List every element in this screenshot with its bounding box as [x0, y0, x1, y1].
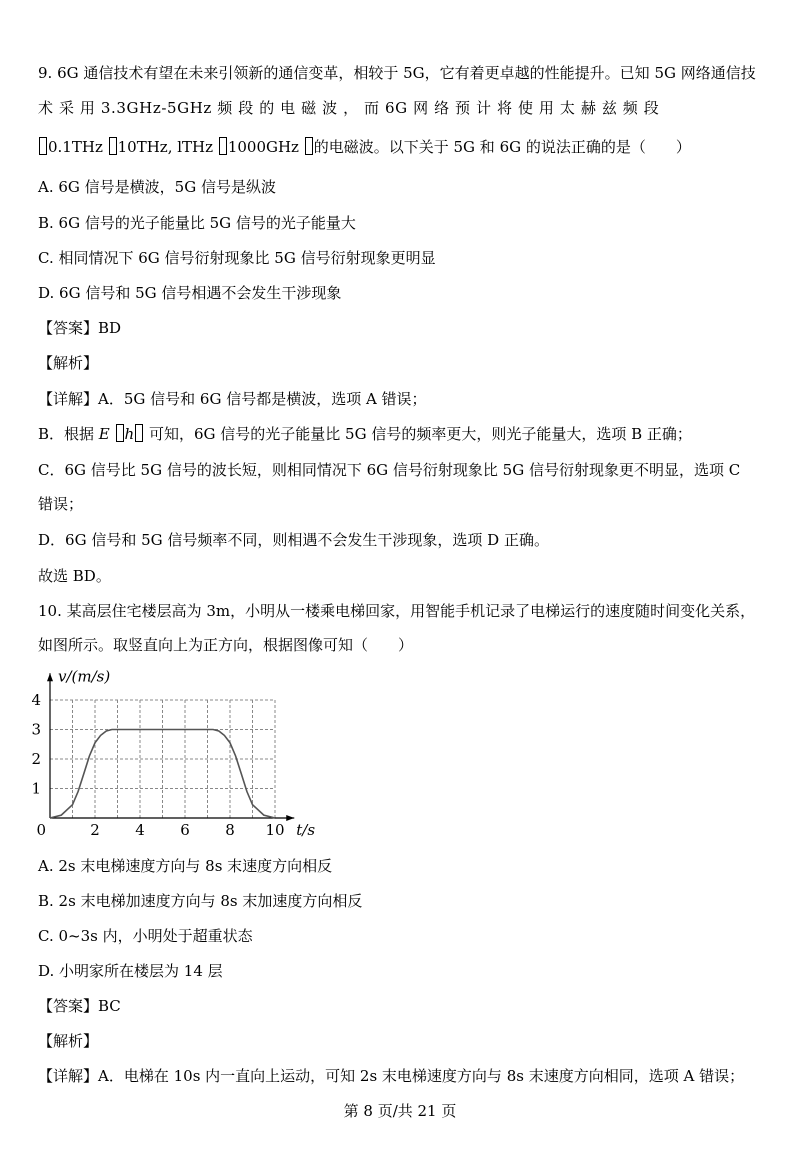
q9-analysis-label: 【解析】	[38, 354, 99, 372]
q9-conclusion: 故选 BD。	[38, 567, 111, 585]
missing-glyph-box	[39, 137, 47, 155]
q9-stem-line2: 术 采 用 3.3GHz-5GHz 频 段 的 电 磁 波 ， 而 6G 网 络 预 计 将 使 用 太 赫 兹 频 段	[38, 99, 660, 117]
q10-stem-line1: 10. 某高层住宅楼层高为 3m，小明从一楼乘电梯回家，用智能手机记录了电梯运行的速度随时间变化关系，	[38, 602, 756, 620]
y-tick-label: 2	[31, 750, 41, 768]
formula-h: h	[124, 425, 135, 443]
q9-option-c: C. 相同情况下 6G 信号衍射现象比 5G 信号衍射现象更明显	[38, 249, 436, 267]
q9-stem-line3	[38, 137, 691, 157]
x-tick-label: 2	[90, 821, 100, 839]
x-tick-label: 10	[265, 821, 285, 839]
x-axis-arrow	[286, 815, 294, 821]
q9-detail-a: 【详解】A．5G 信号和 6G 信号都是横波，选项 A 错误；	[38, 390, 427, 408]
q10-stem-line2: 如图所示。取竖直向上为正方向，根据图像可知（ ）	[38, 636, 414, 654]
origin-label: 0	[36, 821, 46, 839]
missing-glyph-box	[305, 137, 313, 155]
q9-option-b: B. 6G 信号的光子能量比 5G 信号的光子能量大	[38, 214, 356, 232]
y-axis-arrow	[47, 673, 53, 681]
y-tick-label: 3	[31, 720, 41, 739]
velocity-time-chart	[30, 668, 340, 843]
q9-detail-c-line2: 错误；	[38, 495, 84, 513]
q10-option-b: B. 2s 末电梯加速度方向与 8s 末加速度方向相反	[38, 892, 363, 910]
detail-b-prefix: B．根据	[38, 425, 99, 443]
page-footer: 第 8 页/共 21 页	[343, 1102, 457, 1120]
q9-detail-d: D．6G 信号和 5G 信号频率不同，则相遇不会发生干涉现象，选项 D 正确。	[38, 531, 549, 549]
freq-ghz: 1000GHz	[227, 138, 299, 156]
q10-option-c: C. 0~3s 内，小明处于超重状态	[38, 927, 253, 945]
y-tick-label: 1	[31, 779, 41, 798]
missing-glyph-box	[219, 137, 227, 155]
detail-b-suffix: 可知，6G 信号的光子能量比 5G 信号的频率更大，则光子能量大，选项 B 正确；	[144, 425, 692, 443]
q10-answer: 【答案】BC	[38, 997, 121, 1015]
chart-labels	[31, 668, 315, 839]
x-tick-label: 4	[135, 821, 145, 839]
missing-glyph-box	[135, 424, 143, 442]
q10-detail-a: 【详解】A．电梯在 10s 内一直向上运动，可知 2s 末电梯速度方向与 8s 末速度方向相同，选项 A 错误；	[38, 1067, 745, 1085]
q10-analysis-label: 【解析】	[38, 1032, 99, 1050]
y-axis-label: v/(m/s)	[58, 668, 111, 686]
q10-option-d: D. 小明家所在楼层为 14 层	[38, 962, 223, 980]
x-tick-label: 8	[225, 821, 235, 839]
q10-option-a: A. 2s 末电梯速度方向与 8s 末速度方向相反	[38, 857, 333, 875]
y-tick-label: 4	[31, 691, 41, 709]
q9-stem-end: 的电磁波。以下关于 5G 和 6G 的说法正确的是（ ）	[313, 138, 691, 156]
q9-stem-line1: 9. 6G 通信技术有望在未来引领新的通信变革，相较于 5G，它有着更卓越的性能提升。已知 5G 网络通信技	[38, 64, 756, 82]
q9-option-a: A. 6G 信号是横波，5G 信号是纵波	[38, 178, 276, 196]
q9-option-d: D. 6G 信号和 5G 信号相遇不会发生干涉现象	[38, 284, 342, 302]
q9-detail-b	[38, 424, 692, 444]
freq-high: 10THz, lTHz	[117, 138, 214, 156]
missing-glyph-box	[109, 137, 117, 155]
x-tick-label: 6	[180, 821, 190, 839]
chart-axes	[47, 673, 294, 821]
formula-e: E	[98, 425, 110, 443]
x-axis-label: t/s	[296, 821, 316, 839]
missing-glyph-box	[116, 424, 124, 442]
chart-grid	[50, 700, 275, 818]
q9-detail-c-line1: C．6G 信号比 5G 信号的波长短，则相同情况下 6G 信号衍射现象比 5G 信号衍射现象更不明显，选项 C	[38, 461, 741, 479]
q9-answer: 【答案】BD	[38, 319, 122, 337]
freq-low: 0.1THz	[48, 138, 103, 156]
